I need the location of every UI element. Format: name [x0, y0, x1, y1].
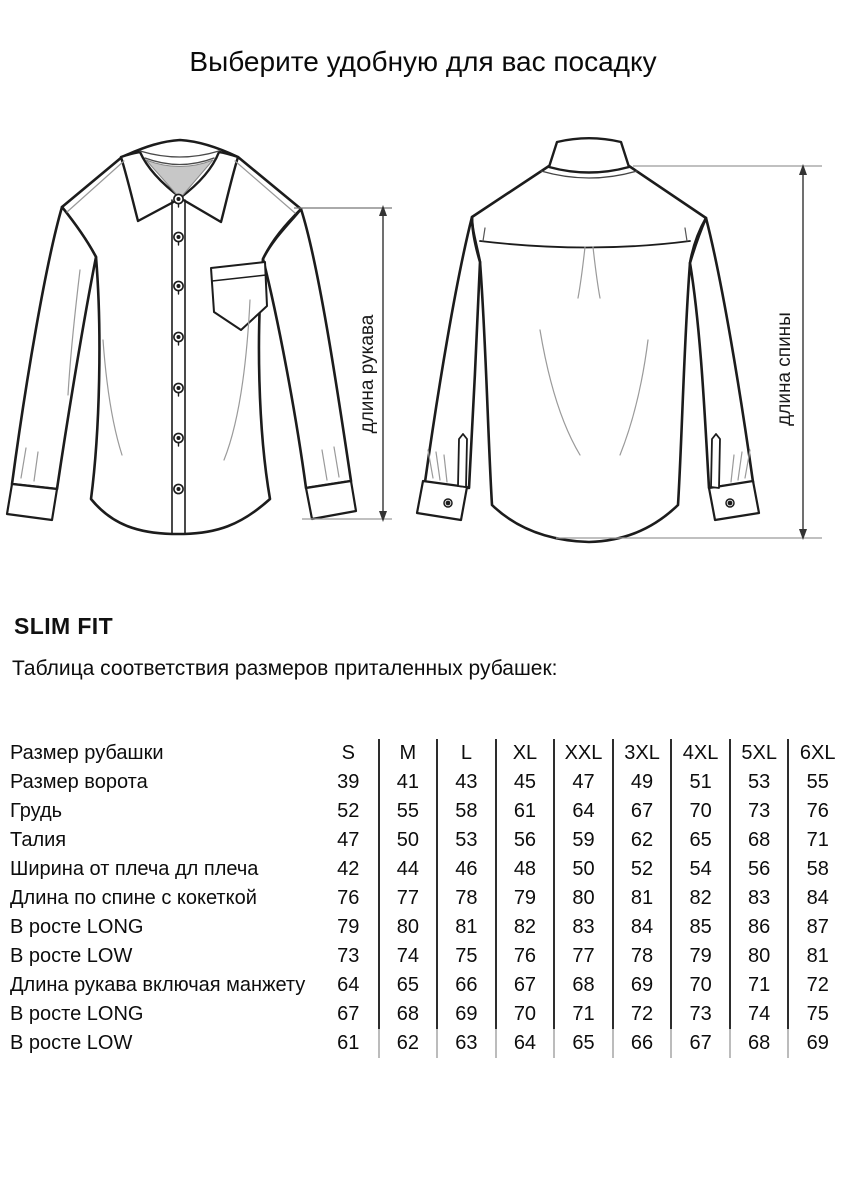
size-value-cell: 62 [612, 826, 671, 855]
size-value-cell: 69 [436, 1000, 495, 1029]
size-value-cell: 81 [436, 913, 495, 942]
table-subtitle: Таблица соответствия размеров приталенных рубашек: [12, 657, 558, 680]
size-value-cell: 81 [787, 942, 846, 971]
row-label: Грудь [10, 800, 63, 822]
size-column-header: 3XL [612, 739, 671, 768]
size-value-cell: 73 [337, 945, 360, 967]
table-row [10, 884, 846, 913]
shirt-back-drawing [417, 138, 759, 542]
size-value-cell: 69 [612, 971, 671, 1000]
size-value-cell: 72 [612, 1000, 671, 1029]
size-value-cell: 84 [612, 913, 671, 942]
size-value-cell: 66 [436, 971, 495, 1000]
size-value-cell: 67 [670, 1029, 729, 1058]
row-label: В росте LONG [10, 1003, 144, 1025]
size-value-cell: 70 [670, 797, 729, 826]
size-value-cell: 71 [729, 971, 788, 1000]
size-value-cell: 55 [787, 768, 846, 797]
size-value-cell: 51 [670, 768, 729, 797]
size-value-cell: 43 [436, 768, 495, 797]
size-value-cell: 50 [378, 826, 437, 855]
size-value-cell: 61 [495, 797, 554, 826]
size-value-cell: 64 [553, 797, 612, 826]
size-value-cell: 78 [436, 884, 495, 913]
size-value-cell: 70 [670, 971, 729, 1000]
table-row [10, 1000, 846, 1029]
table-row [10, 855, 846, 884]
size-value-cell: 48 [495, 855, 554, 884]
size-value-cell: 80 [729, 942, 788, 971]
size-value-cell: 54 [670, 855, 729, 884]
size-value-cell: 80 [378, 913, 437, 942]
size-value-cell: 39 [337, 771, 360, 793]
size-value-cell: 68 [553, 971, 612, 1000]
size-value-cell: 74 [378, 942, 437, 971]
size-value-cell: 45 [495, 768, 554, 797]
size-value-cell: 87 [787, 913, 846, 942]
table-row [10, 797, 846, 826]
size-value-cell: 47 [553, 768, 612, 797]
size-value-cell: 56 [495, 826, 554, 855]
size-column-header: XXL [553, 739, 612, 768]
row-label: Ширина от плеча дл плеча [10, 858, 259, 880]
size-value-cell: 85 [670, 913, 729, 942]
size-value-cell: 53 [436, 826, 495, 855]
size-value-cell: 83 [729, 884, 788, 913]
size-value-cell: 64 [495, 1029, 554, 1058]
size-value-cell: 73 [729, 797, 788, 826]
size-column-header: M [378, 739, 437, 768]
table-row [10, 826, 846, 855]
size-value-cell: 76 [495, 942, 554, 971]
size-value-cell: 83 [553, 913, 612, 942]
size-value-cell: 68 [729, 1029, 788, 1058]
size-value-cell: 50 [553, 855, 612, 884]
table-header-row [10, 739, 846, 768]
size-value-cell: 62 [378, 1029, 437, 1058]
page-title: Выберите удобную для вас посадку [189, 46, 657, 77]
row-label: В росте LOW [10, 1032, 133, 1054]
size-value-cell: 52 [337, 800, 360, 822]
size-value-cell: 46 [436, 855, 495, 884]
size-value-cell: 67 [495, 971, 554, 1000]
size-value-cell: 47 [337, 829, 360, 851]
size-value-cell: 59 [553, 826, 612, 855]
size-value-cell: 82 [670, 884, 729, 913]
size-value-cell: 73 [670, 1000, 729, 1029]
size-value-cell: 79 [495, 884, 554, 913]
size-value-cell: 63 [436, 1029, 495, 1058]
size-value-cell: 79 [670, 942, 729, 971]
size-column-header: L [436, 739, 495, 768]
size-value-cell: 74 [729, 1000, 788, 1029]
table-header-label: Размер рубашки [10, 742, 164, 764]
size-value-cell: 42 [337, 858, 360, 880]
row-label: Длина по спине с кокеткой [10, 887, 257, 909]
sleeve-length-label: длина рукава [357, 314, 378, 434]
size-value-cell: 49 [612, 768, 671, 797]
row-label: В росте LONG [10, 916, 144, 938]
size-column-header: 4XL [670, 739, 729, 768]
size-value-cell: 64 [337, 974, 360, 996]
size-value-cell: 66 [612, 1029, 671, 1058]
shirt-diagrams [0, 128, 846, 548]
shirt-diagram-canvas [0, 128, 846, 548]
size-value-cell: 65 [378, 971, 437, 1000]
size-value-cell: 55 [378, 797, 437, 826]
size-table [10, 739, 846, 1058]
size-value-cell: 78 [612, 942, 671, 971]
size-value-cell: 80 [553, 884, 612, 913]
size-value-cell: 76 [337, 887, 360, 909]
size-value-cell: 69 [787, 1029, 846, 1058]
shirt-front-drawing [7, 140, 356, 534]
row-label: Талия [10, 829, 67, 851]
table-row [10, 1029, 846, 1058]
size-value-cell: 65 [670, 826, 729, 855]
size-value-cell: 58 [436, 797, 495, 826]
table-row [10, 971, 846, 1000]
row-label: Размер ворота [10, 771, 148, 793]
size-value-cell: 41 [378, 768, 437, 797]
size-value-cell: 72 [787, 971, 846, 1000]
size-value-cell: 75 [436, 942, 495, 971]
size-value-cell: 79 [337, 916, 360, 938]
size-value-cell: 86 [729, 913, 788, 942]
size-value-cell: 61 [337, 1032, 360, 1054]
row-label: Длина рукава включая манжету [10, 974, 306, 996]
size-value-cell: 82 [495, 913, 554, 942]
size-value-cell: 84 [787, 884, 846, 913]
size-value-cell: 68 [729, 826, 788, 855]
size-value-cell: 67 [337, 1003, 360, 1025]
size-value-cell: 53 [729, 768, 788, 797]
table-row [10, 768, 846, 797]
size-column-header: S [341, 742, 355, 764]
table-row [10, 913, 846, 942]
size-value-cell: 71 [553, 1000, 612, 1029]
size-column-header: 5XL [729, 739, 788, 768]
fit-heading: SLIM FIT [14, 613, 114, 639]
size-value-cell: 71 [787, 826, 846, 855]
size-column-header: 6XL [787, 739, 846, 768]
size-value-cell: 67 [612, 797, 671, 826]
size-value-cell: 76 [787, 797, 846, 826]
row-label: В росте LOW [10, 945, 133, 967]
size-value-cell: 56 [729, 855, 788, 884]
size-value-cell: 58 [787, 855, 846, 884]
size-value-cell: 65 [553, 1029, 612, 1058]
size-value-cell: 77 [378, 884, 437, 913]
size-column-header: XL [495, 739, 554, 768]
size-value-cell: 75 [787, 1000, 846, 1029]
back-length-label: длина спины [774, 312, 795, 426]
table-row [10, 942, 846, 971]
size-value-cell: 52 [612, 855, 671, 884]
size-value-cell: 44 [378, 855, 437, 884]
size-value-cell: 81 [612, 884, 671, 913]
size-value-cell: 70 [495, 1000, 554, 1029]
size-value-cell: 77 [553, 942, 612, 971]
size-value-cell: 68 [378, 1000, 437, 1029]
